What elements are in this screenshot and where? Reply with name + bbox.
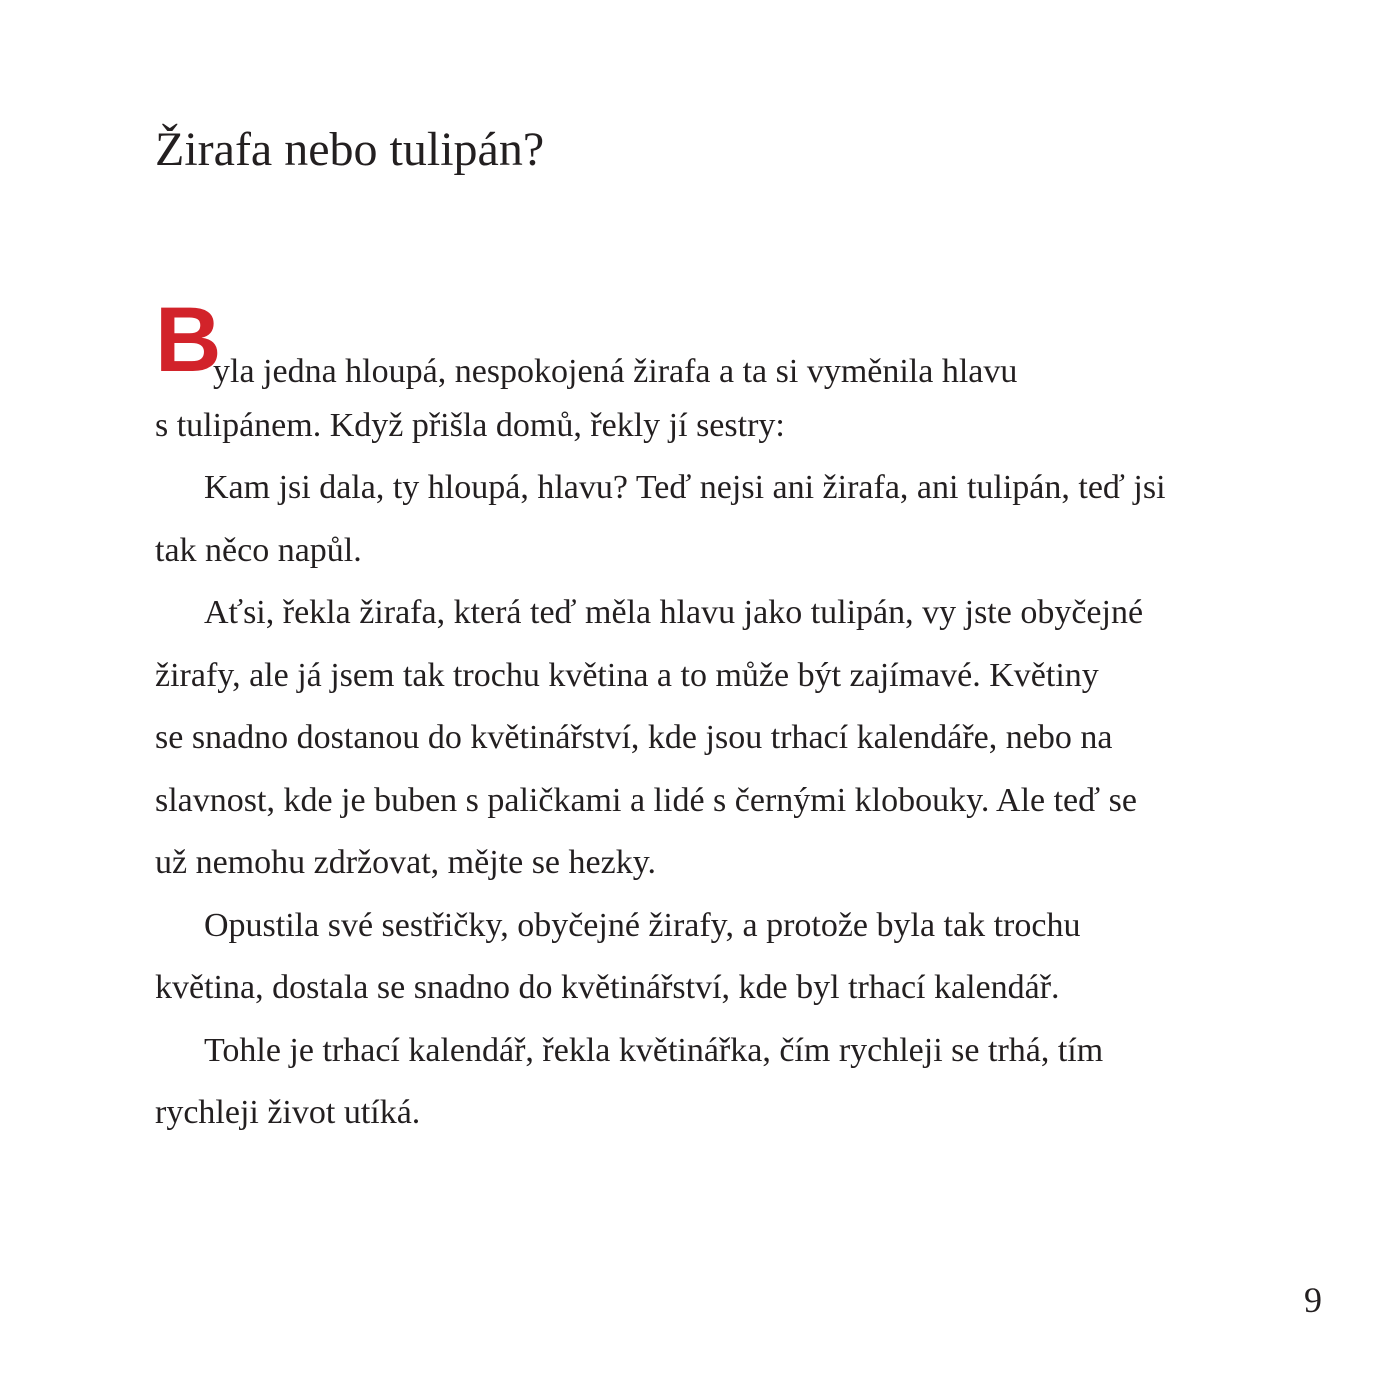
paragraph-line: tak něco napůl. <box>155 531 362 569</box>
drop-cap <box>155 289 222 391</box>
paragraph-line: květina, dostala se snadno do květinářství, kde byl trhací kalendář. <box>155 969 1060 1006</box>
line-text: yla jedna hloupá, nespokojená žirafa a ta si vyměnila hlavu <box>213 353 1018 390</box>
paragraph-line <box>155 289 1230 395</box>
paragraph-line: se snadno dostanou do květinářství, kde jsou trhací kalendáře, nebo na <box>155 719 1113 756</box>
drop-cap-letter: B <box>155 289 222 391</box>
paragraph-line: rychleji život utíká. <box>155 1094 421 1131</box>
chapter-title: Žirafa nebo tulipán? <box>155 123 545 176</box>
paragraph-line: slavnost, kde je buben s paličkami a lidé s černými klobouky. Ale teď se <box>155 781 1137 819</box>
paragraph-line: Opustila své sestřičky, obyčejné žirafy, a protože byla tak trochu <box>204 906 1081 944</box>
paragraph-line: Kam jsi dala, ty hloupá, hlavu? Teď nejsi ani žirafa, ani tulipán, teď jsi <box>204 469 1166 506</box>
paragraph-line: žirafy, ale já jsem tak trochu květina a to může být zajímavé. Květiny <box>155 656 1099 694</box>
paragraph-line: Aťsi, řekla žirafa, která teď měla hlavu jako tulipán, vy jste obyčejné <box>204 594 1144 631</box>
paragraph-line: s tulipánem. Když přišla domů, řekly jí sestry: <box>155 406 785 444</box>
page-number: 9 <box>1304 1280 1322 1320</box>
story-text <box>155 289 1230 1145</box>
paragraph-line: Tohle je trhací kalendář, řekla květinářka, čím rychleji se trhá, tím <box>204 1031 1104 1069</box>
paragraph-line: už nemohu zdržovat, mějte se hezky. <box>155 844 656 881</box>
